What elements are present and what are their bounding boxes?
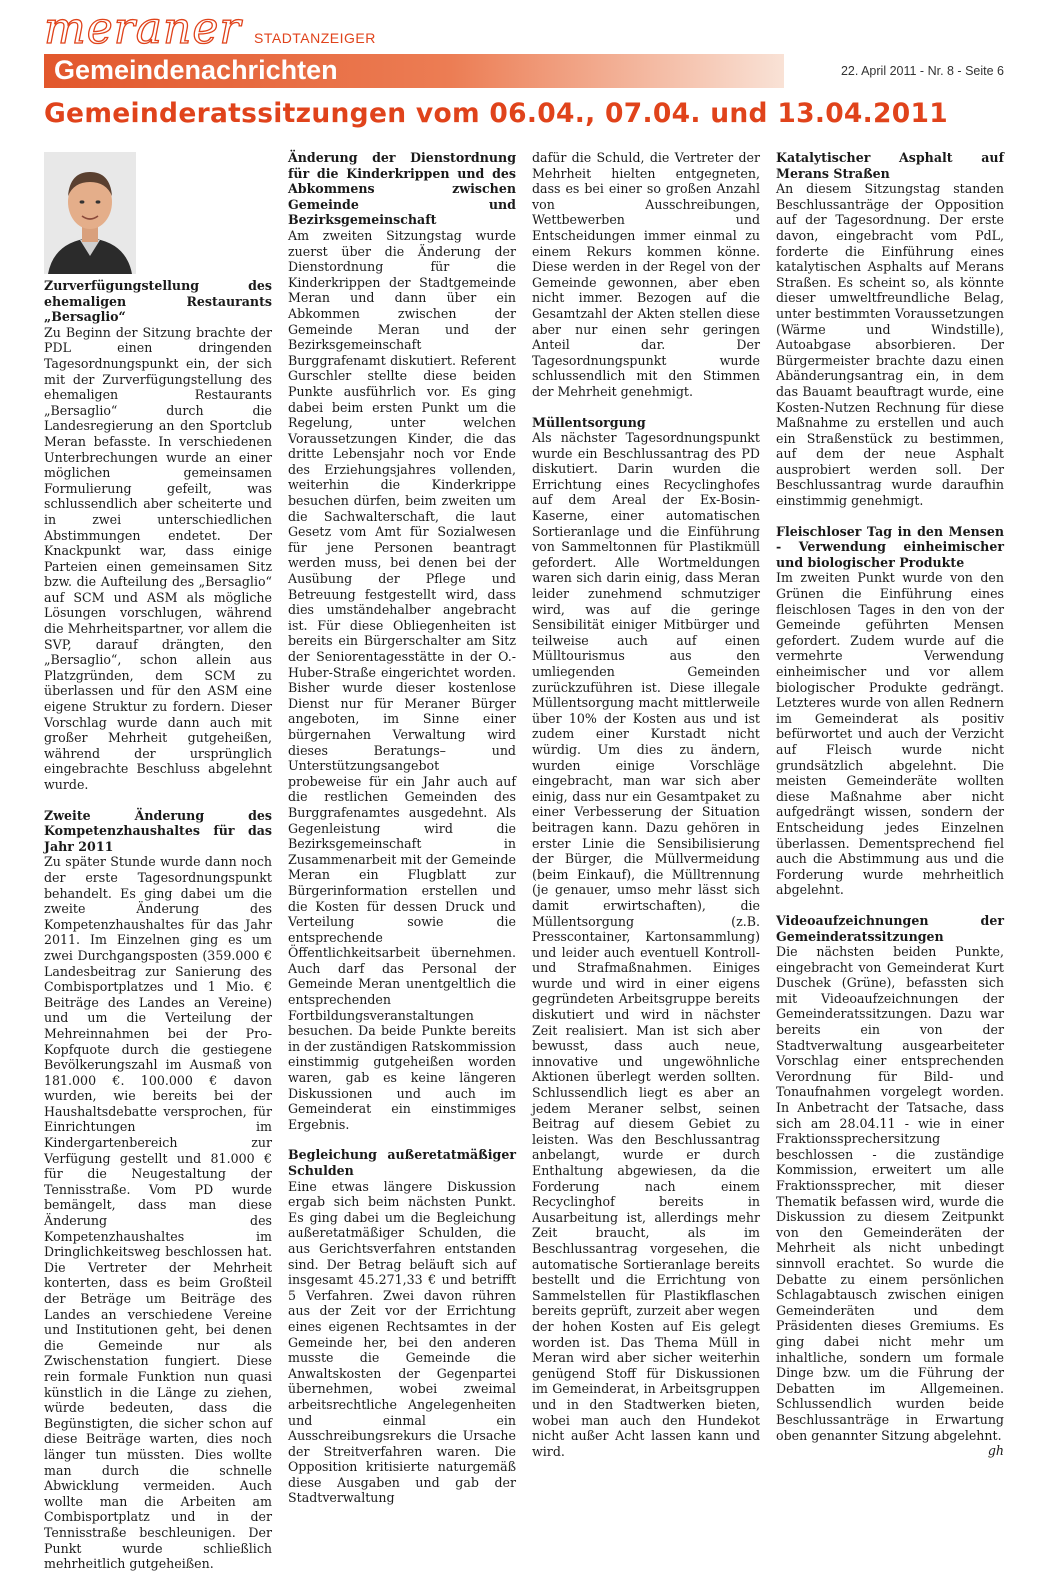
issue-info: 22. April 2011 - Nr. 8 - Seite 6: [840, 64, 1004, 78]
column-4: [776, 150, 1004, 1470]
section-label: Gemeindenachrichten: [54, 55, 338, 85]
paragraph: An diesem Sitzungstag standen Beschlussanträge der Opposition auf der Tagesordnung. Der erste davon, eingebracht vom PdL, forderte die Einführung eines katalytischen Asphalts auf Merans Straßen. Es scheint so, als könnte dieser umweltfreundliche Belag, unter bestimmten Voraussetzungen (Wärme und Windstille), Autoabgase absorbieren. Der Bürgermeister brachte dazu einen Abänderungsantrag ein, in dem das Bauamt beauftragt wurde, eine Kosten-Nutzen Rechnung für diese Maßnahme zu erstellen und auch ein Straßenstück zu bestimmen, auf dem der neue Asphalt ausprobiert werden soll. Der Beschlussantrag wurde daraufhin einstimmig genehmigt.: [776, 181, 1004, 509]
paragraph: dafür die Schuld, die Vertreter der Mehrheit hielten entgegneten, dass es bei einer so großen Anzahl von Ausschreibungen, Wettbewerben und Entscheidungen immer einmal zu einem Rekurs kommen könne. Diese werden in der Regel von der Gemeinde gewonnen, aber eben nicht immer. Bezogen auf die Gesamtzahl der Akten stellen diese aber nur einen sehr geringen Anteil dar. Der Tagesordnungspunkt wurde schlussendlich mit den Stimmen der Mehrheit genehmigt.: [532, 150, 760, 399]
paragraph: Im zweiten Punkt wurde von den Grünen die Einführung eines fleischlosen Tages in den von der Gemeinde geführten Mensen gefordert. Zudem wurde auf die vermehrte Verwendung einheimischer und vor allem biologischer Produkte gedrängt. Letzteres wurde von allen Rednern im Gemeinderat als positiv befürwortet und auch der Verzicht auf Fleisch wurde nicht grundsätzlich abgelehnt. Die meisten Gemeinderäte wollten diese Maßnahme aber nicht aufgedrängt wissen, sondern der Entscheidung jedes Einzelnen überlassen. Dementsprechend fiel auch die Abstimmung aus und die Forderung wurde mehrheitlich abgelehnt.: [776, 570, 1004, 898]
column-2: [288, 150, 516, 1506]
logo: meraner: [44, 3, 242, 54]
column-3: [532, 150, 760, 1470]
article-columns: [44, 150, 1004, 1572]
section-bar: [44, 54, 784, 88]
paragraph: [776, 944, 1004, 1459]
subheading: Zweite Änderung des Kompetenzhaushaltes für das Jahr 2011: [44, 807, 272, 854]
subheading: Fleischloser Tag in den Mensen - Verwendung einheimischer und biologischer Produkte: [776, 523, 1004, 570]
subheading: Begleichung außeretatmäßiger Schulden: [288, 1147, 516, 1178]
paragraph: Zu Beginn der Sitzung brachte der PDL einen dringenden Tagesordnungspunkt ein, der sich mit der Zurverfügungstellung des ehemaligen Restaurants „Bersaglio“ durch die Landesregierung an den Sportclub Meran befasste. In verschiedenen Unterbrechungen wurde an einer möglichen gemeinsamen Formulierung gefeilt, was schlussendlich aber scheiterte und in zwei unterschiedlichen Abstimmungen endetet. Der Knackpunkt war, dass einige Parteien einen gemeinsamen Sitz bzw. die Aufteilung des „Bersaglio“ auf SCM und ASM als mögliche Lösungen vorschlugen, während die Mehrheitspartner, vor allem die SVP, darauf drängten, den „Bersaglio“, schon allein aus Platzgründen, dem SCM zu überlassen und für den ASM eine eigene Struktur zu fordern. Dieser Vorschlag wurde dann auch mit großer Mehrheit gutgeheißen, während der ursprünglich eingebrachte Beschluss abgelehnt wurde.: [44, 324, 272, 792]
subheading: Müllentsorgung: [532, 414, 646, 430]
logo-subtitle: STADTANZEIGER: [254, 30, 376, 46]
subheading: Videoaufzeichnungen der Gemeinderatssitzungen: [776, 912, 1004, 944]
subheading: Zurverfügungstellung des ehemaligen Restaurants „Bersaglio“: [44, 278, 272, 325]
paragraph: Am zweiten Sitzungstag wurde zuerst über die Änderung der Dienstordnung für die Kinderkrippen der Stadtgemeinde Meran und dann über ein Abkommen zwischen der Gemeinde Meran und der Bezirksgemeinschaft Burggrafenamt diskutiert. Referent Gurschler stellte diese beiden Punkte ausführlich vor. Es ging dabei beim ersten Punkt um die Regelung, unter welchen Voraussetzungen Kinder, die das dritte Lebensjahr noch vor Ende des Erziehungsjahres vollenden, weiterhin die Kinderkrippe besuchen dürfen, beim zweiten um die Sachwalterschaft, die laut Gesetz vom Amt für Sozialwesen für jene Personen beantragt werden muss, bei denen bei der Ausübung der Pflege und Betreuung festgestellt wird, dass dies umständehalber angebracht ist. Für diese Obliegenheiten ist bereits ein Bürgerschalter am Sitz der Seniorentagesstätte in der O.-Huber-Straße eingerichtet worden. Bisher wurde dieser kostenlose Dienst nur für Meraner Bürger angeboten, im Sinne einer bürgernahen Verwaltung wird dieses Beratungs– und Unterstützungsangebot probeweise für ein Jahr auch auf die restlichen Gemeinden des Burggrafenamtes ausgedehnt. Als Gegenleistung wird die Bezirksgemeinschaft in Zusammenarbeit mit der Gemeinde Meran ein Flugblatt zur Bürgerinformation erstellen und die Kosten für dessen Druck und Verteilung sowie die entsprechende Öffentlichkeitsarbeit übernehmen. Auch darf das Personal der Gemeinde Meran unentgeltlich die entsprechenden Fortbildungsveranstaltungen besuchen. Da beide Punkte bereits in der zuständigen Ratskommission einstimmig gutgeheißen worden waren, gab es keine längeren Diskussionen und auch im Gemeinderat ein einstimmiges Ergebnis.: [288, 227, 516, 1132]
column-1: [44, 150, 272, 1572]
paragraph-text: Die nächsten beiden Punkte, eingebracht von Gemeinderat Kurt Duschek (Grüne), befassten sich mit Videoaufzeichnungen der Gemeinderatssitzungen. Dazu war bereits ein von der Stadtverwaltung ausgearbeiteter Vorschlag einer entsprechenden Verordnung für Bild- und Tonaufnahmen vorgelegt worden. In Anbetracht der Tatsache, dass sich am 28.04.11 - wie in einer Fraktionssprechersitzung beschlossen - die zuständige Kommission, erweitert um alle Fraktionssprecher, mit dieser Thematik befassen wird, wurde die Diskussion zu diesem Zeitpunkt von den Gemeinderäten der Mehrheit als nicht unbedingt sinnvoll erachtet. So wurde die Debatte zu einem persönlichen Schlagabtausch zwischen einigen Gemeinderäten und dem Präsidenten dieses Gremiums. Es ging dabei nicht mehr um inhaltliche, sondern um formale Dinge bzw. um die Führung der Debatten im Allgemeinen. Schlussendlich wurden beide Beschlussanträge in Erwartung oben genannter Sitzung abgelehnt.: [776, 944, 1004, 1443]
author-signature: gh: [987, 1443, 1004, 1459]
subheading: Katalytischer Asphalt auf Merans Straßen: [776, 150, 1004, 181]
paragraph: Als nächster Tagesordnungspunkt wurde ein Beschlussantrag des PD diskutiert. Darin wurden die Errichtung eines Recyclinghofes auf dem Areal der Ex-Bosin-Kaserne, einer automatischen Sortieranlage und die Einführung von Sammeltonnen für Plastikmüll gefordert. Alle Wortmeldungen waren sich darin einig, dass Meran leider zunehmend schmutziger wird, was auf die geringe Sensibilität einiger Mitbürger und teilweise auch auf einen Mülltourismus aus den umliegenden Gemeinden zurückzuführen ist. Diese illegale Müllentsorgung macht mittlerweile über 10% der Kosten aus und ist zudem einer Kurstadt nicht würdig. Um dies zu ändern, wurden einige Vorschläge eingebracht, man war sich aber einig, dass nur ein Gesamtpaket zu einer Verbesserung der Situation beitragen kann. Dazu gehören in erster Linie die Sensibilisierung der Bürger, die Müllvermeidung (beim Einkauf), die Mülltrennung (je genauer, umso mehr lässt sich damit erwirtschaften), die Müllentsorgung (z.B. Presscontainer, Kartonsammlung) und leider auch eventuell Kontroll- und Strafmaßnahmen. Einiges wurde und wird in einer eigens gegründeten Arbeitsgruppe bereits diskutiert und wird in nächster Zeit realisiert. Man ist sich aber bewusst, dass auch neue, innovative und ungewöhnliche Aktionen überlegt werden sollten. Schlussendlich liegt es aber an jedem Meraner selbst, seinen Beitrag auf diesem Gebiet zu leisten. Was den Beschlussantrag anbelangt, wurde er durch Enthaltung abgewiesen, da die Forderung nach einem Recyclinghof bereits in Ausarbeitung ist, allerdings mehr Zeit braucht, als im Beschlussantrag vorgesehen, die automatische Sortieranlage bereits bestellt und die Errichtung von Sammelstellen für Plastikflaschen bereits geprüft, zurzeit aber wegen der hohen Kosten auf Eis gelegt worden ist. Das Thema Müll in Meran wird aber sicher weiterhin genügend Stoff für Diskussionen im Gemeinderat, in Arbeitsgruppen und in den Stadtwerken bieten, wobei man auch den Hundekot nicht außer Acht lassen kann und wird.: [532, 430, 760, 1459]
headline: Gemeinderatssitzungen vom 06.04., 07.04. und 13.04.2011: [44, 98, 948, 129]
subheading: Änderung der Dienstordnung für die Kinderkrippen und des Abkommens zwischen Gemeinde und Bezirksgemeinschaft: [288, 150, 516, 228]
masthead: [44, 3, 1004, 86]
portrait-photo: [44, 152, 136, 274]
paragraph: Eine etwas längere Diskussion ergab sich beim nächsten Punkt. Es ging dabei um die Begleichung außeretatmäßiger Schulden, die aus Gerichtsverfahren entstanden sind. Der Betrag beläuft sich auf insgesamt 45.271,33 € und betrifft 5 Verfahren. Zwei davon rühren aus der Zeit vor der Errichtung eines eigenen Rechtsamtes in der Gemeinde her, bei den anderen musste die Gemeinde die Anwaltskosten der Gegenpartei übernehmen, wobei zweimal arbeitsrechtliche Angelegenheiten und einmal ein Ausschreibungsrekurs die Ursache der Streitverfahren waren. Die Opposition kritisierte naturgemäß diese Ausgaben und gab der Stadtverwaltung: [288, 1178, 516, 1506]
paragraph: Zu später Stunde wurde dann noch der erste Tagesordnungspunkt behandelt. Es ging dabei um die zweite Änderung des Kompetenzhaushaltes für das Jahr 2011. Im Einzelnen ging es um zwei Durchgangsposten (359.000 € Landesbeitrag zur Sanierung des Combisportplatzes und 1 Mio. € Beiträge des Landes an Vereine) und um die Verteilung der Mehreinnahmen bei der Pro-Kopfquote durch die gestiegene Bevölkerungszahl im Ausmaß von 181.000 €. 100.000 € davon wurden, wie bereits bei der Haushaltsdebatte versprochen, für Einrichtungen im Kindergartenbereich zur Verfügung gestellt und 81.000 € für die Neugestaltung der Tennisstraße. Vom PD wurde bemängelt, dass man diese Änderung des Kompetenzhaushaltes im Dringlichkeitsweg beschlossen hat. Die Vertreter der Mehrheit konterten, dass es beim Großteil der Beträge um Beiträge des Landes an verschiedene Vereine und Institutionen geht, bei denen die Gemeinde nur als Zwischenstation fungiert. Diese rein formale Funktion nun quasi künstlich in die Länge zu ziehen, würde bedeuten, dass die Begünstigten, die sicher schon auf diese Beiträge warten, dies noch länger tun müssten. Dies wollte man durch die schnelle Abwicklung vermeiden. Auch wollte man die Arbeiten am Combisportplatz und in der Tennisstraße beschleunigen. Der Punkt wurde schließlich mehrheitlich gutgeheißen.: [44, 854, 272, 1572]
